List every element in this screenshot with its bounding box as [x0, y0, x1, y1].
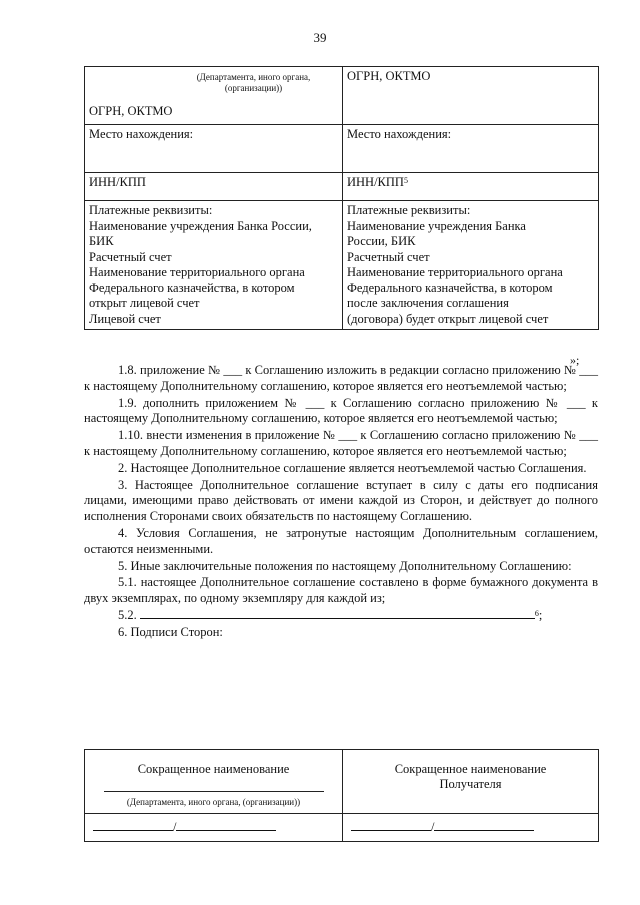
closing-quote: »; [570, 353, 580, 367]
signature-slash: / [431, 820, 435, 834]
right-payment-line: Наименование учреждения Банка [347, 218, 526, 233]
left-org-caption: (Департамента, иного органа, (организации)) [196, 72, 311, 93]
right-short-name-title: Сокращенное наименование Получателя [394, 762, 547, 791]
blank-line [140, 608, 535, 619]
left-sign-caption: (Департамента, иного органа, (организации)) [126, 797, 301, 807]
right-payment-line: (договора) будет открыт лицевой счет [347, 311, 549, 326]
left-ogrn: ОГРН, ОКТМО [89, 104, 173, 118]
left-signature-cell [85, 814, 343, 842]
paragraph-4: 4. Условия Соглашения, не затронутые настоящим Дополнительным соглашением, остаются неизменными. [84, 525, 598, 556]
item-5-2-end: ; [538, 607, 543, 622]
right-payment-line: Наименование территориального органа [347, 265, 563, 279]
right-payment-line: Расчетный счет [347, 249, 430, 264]
left-payment-line: БИК [89, 234, 114, 248]
paragraph-6: 6. Подписи Сторон: [118, 624, 223, 639]
name-line [176, 820, 276, 831]
left-payment-line: Федерального казначейства, в котором [89, 280, 295, 295]
left-name-line [104, 791, 324, 792]
signature-line [351, 820, 431, 831]
requisites-table [84, 66, 599, 330]
name-line [434, 820, 534, 831]
left-payment-line: Платежные реквизиты: [89, 203, 213, 217]
right-org-cell [343, 67, 599, 125]
right-payment-line: Платежные реквизиты: [347, 203, 471, 217]
left-payment-line: Наименование учреждения Банка России, [89, 218, 312, 233]
paragraph-2: 2. Настоящее Дополнительное соглашение является неотъемлемой частью Соглашения. [118, 460, 587, 475]
signature-slash: / [173, 820, 177, 834]
page-number: 39 [313, 30, 327, 45]
item-5-2-label: 5.2. [118, 607, 137, 622]
right-sign-header [343, 750, 599, 814]
signatures-table [84, 749, 599, 842]
paragraph-5-1: 5.1. настоящее Дополнительное соглашение составлено в форме бумажного документа в двух экземплярах, по одному экземпляру для каждой из; [84, 575, 598, 606]
paragraph-1-8: 1.8. приложение № ___ к Соглашению изложить в редакции согласно приложению № ___ к настоящему Дополнительному соглашению, которое является его неотъемлемой частью; [84, 363, 598, 393]
left-payment [85, 201, 343, 330]
right-location: Место нахождения: [343, 125, 599, 173]
right-payment-line: после заключения соглашения [347, 296, 509, 310]
right-inn: ИНН/КПП [347, 175, 404, 189]
left-short-name-title: Сокращенное наименование [137, 762, 290, 776]
left-org-cell [85, 67, 343, 125]
paragraph-1-10: 1.10. внести изменения в приложение № ___ к Соглашению согласно приложению № ___ к настоящему Дополнительному соглашению, которое является его неотъемлемой частью; [84, 428, 598, 458]
left-location: Место нахождения: [85, 125, 343, 173]
left-payment-line: открыт лицевой счет [89, 296, 200, 310]
paragraph-5: 5. Иные заключительные положения по настоящему Дополнительному Соглашению: [118, 558, 572, 573]
right-inn-cell [343, 173, 599, 201]
item-5-2-footnote: 6 [534, 608, 539, 618]
document-body [84, 363, 598, 642]
paragraph-5-2 [84, 608, 598, 624]
right-ogrn: ОГРН, ОКТМО [347, 69, 431, 83]
left-payment-line: Лицевой счет [89, 311, 161, 326]
left-sign-header [85, 750, 343, 814]
right-inn-footnote: 5 [403, 176, 408, 185]
right-payment-line: России, БИК [347, 234, 416, 248]
right-signature-cell [343, 814, 599, 842]
signature-line [93, 820, 173, 831]
left-payment-line: Расчетный счет [89, 249, 172, 264]
right-payment-line: Федерального казначейства, в котором [347, 280, 553, 295]
left-payment-line: Наименование территориального органа [89, 265, 305, 279]
paragraph-3: 3. Настоящее Дополнительное соглашение вступает в силу с даты его подписания лицами, имеющими право действовать от имени каждой из Сторон, и действует до полного исполнения Сторонами своих обязательств по настоящему Соглашению. [84, 477, 598, 524]
paragraph-1-9: 1.9. дополнить приложением № ___ к Соглашению согласно приложению № ___ к настоящему Дополнительному соглашению, которое является его неотъемлемой частью; [84, 395, 598, 426]
left-inn: ИНН/КПП [85, 173, 343, 201]
right-payment [343, 201, 599, 330]
